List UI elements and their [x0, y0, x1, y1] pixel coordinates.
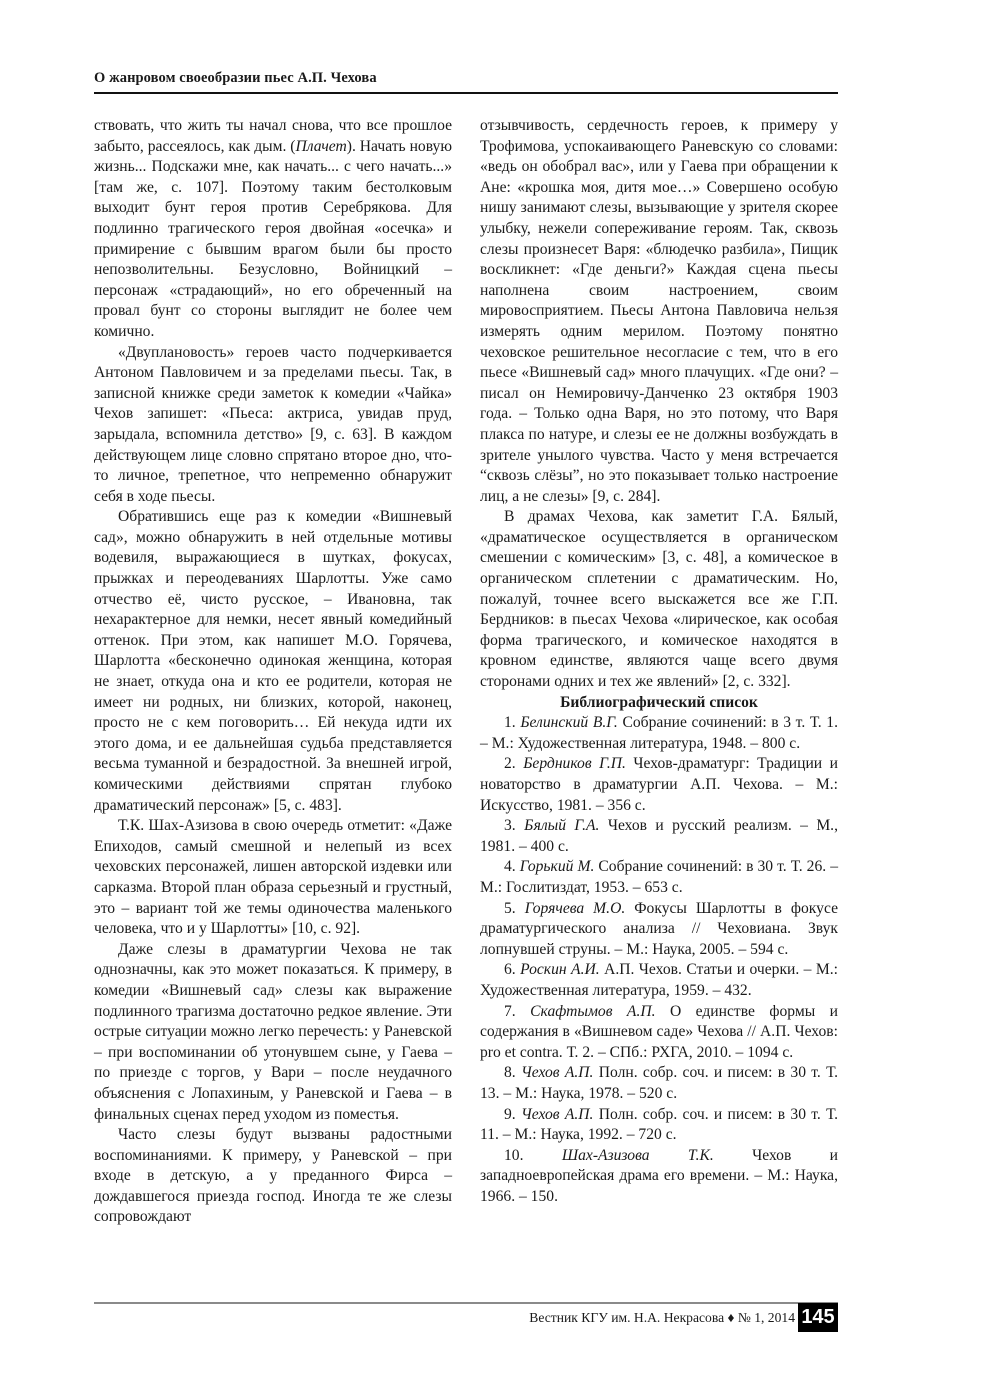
paragraph: В драмах Чехова, как заметит Г.А. Бялый, «драматическое осуществляется в органическом смешении с комическим» [3, с. 48], а комическое в органическом сплетении с драматическим. Но, пожалуй, точнее всего выскажется все же Г.П. Бердников: в пьесах Чехова «лирическое, как особая форма трагического, и комическое находятся в кровном единстве, являются чаще всего двумя сторонами одних и тех же явлений» [2, с. 332].: [480, 508, 838, 691]
paragraph: Т.К. Шах-Азизова в свою очередь отметит: «Даже Епиходов, самый смешной и нелепый из всех чеховских персонажей, лишен авторской издевки или сарказма. Второй план образа серьезный и грустный, это – вариант той же темы одиночества маленького человека, что и у Шарлотты» [10, с. 92].: [94, 817, 452, 938]
paragraph: Обратившись еще раз к комедии «Вишневый сад», можно обнаружить в ней отдельные мотивы водевиля, выражающиеся в шутках, фокусах, прыжках и переодеваниях Шарлотты. Уже само отчество её, чисто русское, – Ивановна, так нехарактерное для немки, несет явный комедийный оттенок. При этом, как напишет М.О. Горячева, Шарлотта «бесконечно одинокая женщина, которая не знает, откуда она и кто ее родители, которая не имеет ни родных, ни близких, которой, наконец, просто не с кем поговорить… Ей некуда идти их этого дома, и ее дальнейшая судьба представляется весьма туманной и безрадостной. За внешней игрой, комическими действиями спрятан глубоко драматический персонаж» [5, с. 483].: [94, 508, 452, 814]
page-number: 145: [798, 1303, 838, 1332]
paragraph: Даже слезы в драматургии Чехова не так однозначны, как это может показаться. К примеру, в комедии «Вишневый сад» слезы как выражение подлинного трагизма достаточно редкое явление. Эти острые ситуации можно легко перечесть: у Раневской – при воспоминании об утонувшем сыне, у Гаева – по приезде с торгов, у Вари – после неудачного объяснения с Лопахиным, у Раневской и Гаева – в финальных сценах перед уходом из поместья.: [94, 940, 452, 1123]
header-rule: [94, 92, 838, 94]
footer-rule: [94, 1302, 838, 1304]
bibliography-title: Библиографический список: [560, 693, 758, 711]
paragraph: Часто слезы будут вызваны радостными воспоминаниями. К примеру, у Раневской – при входе в детскую, а у преданного Фирса – дождавшегося приезда господ. Иногда те же слезы сопровождают: [94, 1126, 452, 1226]
bibliography-item: 10. Шах-Азизова Т.К. Чехов и западноевропейская драма его времени. – М.: Наука, 1966. – 150.: [480, 1146, 838, 1205]
paragraph: отзывчивость, сердечность героев, к примеру у Трофимова, успокаивающего Раневскую со словами: «ведь он обобрал вас», или у Гаева при обращении к Ане: «крошка моя, дитя мое…» Совершено особую нишу занимают слезы, вызывающие у зрителя скорее улыбку, нежели сопереживание героям. Так, сквозь слезы произнесет Варя: «блюдечко разбила», Пищик воскликнет: «Где деньги?» Каждая сцена пьесы наполнена своим настроением, своим мировосприятием. Пьесы Антона Павловича нельзя измерять одним мерилом. Поэтому понятно чеховское решительное несогласие с тем, что в его пьесе «Вишневый сад» много плачущих. «Где они? – писал он Немировичу-Данченко 23 октября 1903 года. – Только одна Варя, но это потому, что Варя плакса по натуре, и слезы ее не должны возбуждать в зрителе унылого чувства. Часто у меня встречается “сквозь слёзы”, но это показывает только настроение лиц, а не слезы» [9, с. 284].: [480, 117, 838, 505]
bibliography-item: 2. Бердников Г.П. Чехов-драматург: Традиции и новаторство в драматургии А.П. Чехова. – М.: Искусство, 1981. – 356 с.: [480, 755, 838, 814]
bibliography-item: 9. Чехов А.П. Полн. собр. соч. и писем: в 30 т. Т. 11. – М.: Наука, 1992. – 720 с.: [480, 1105, 838, 1144]
bibliography-item: 8. Чехов А.П. Полн. собр. соч. и писем: в 30 т. Т. 13. – М.: Наука, 1978. – 520 с.: [480, 1064, 838, 1102]
journal-citation: Вестник КГУ им. Н.А. Некрасова ♦ № 1, 2014: [529, 1310, 795, 1325]
running-title: О жанровом своеобразии пьес А.П. Чехова: [94, 70, 377, 86]
bibliography-list: [480, 713, 838, 1207]
bibliography-item: 7. Скафтымов А.П. О единстве формы и содержания в «Вишневом саде» Чехова // А.П. Чехов: pro et contra. Т. 2. – СПб.: РХГА, 2010. – 1094 с.: [480, 1002, 838, 1061]
bibliography-item: 6. Роскин А.И. А.П. Чехов. Статьи и очерки. – М.: Художественная литература, 1959. – 432.: [480, 961, 838, 999]
left-column: [94, 116, 452, 1228]
right-column: [480, 116, 838, 1207]
bibliography-item: 5. Горячева М.О. Фокусы Шарлотты в фокусе драматургического анализа // Чеховиана. Звук лопнувшей струны. – М.: Наука, 2005. – 594 с.: [480, 899, 838, 958]
bibliography-item: 4. Горький М. Собрание сочинений: в 30 т. Т. 26. – М.: Гослитиздат, 1953. – 653 с.: [480, 858, 838, 896]
bibliography-item: 3. Бялый Г.А. Чехов и русский реализм. – М., 1981. – 400 с.: [480, 817, 838, 855]
paragraph: «Двуплановость» героев часто подчеркивается Антоном Павловичем и за пределами пьесы. Так, в записной книжке среди заметок к комедии «Чайка» Чехов запишет: «Пьеса: актриса, увидав пруд, зарыдала, вспомнила детство» [9, с. 63]. В каждом действующем лице словно спрятано второе дно, что-то личное, трепетное, что непременно обнаружит себя в ходе пьесы.: [94, 343, 452, 505]
bibliography-item: 1. Белинский В.Г. Собрание сочинений: в 3 т. Т. 1. – М.: Художественная литература, 1948. – 800 с.: [480, 714, 839, 752]
paragraph: ствовать, что жить ты начал снова, что все прошлое забыто, рассеялось, как дым. (Плачет). Начать новую жизнь... Подскажи мне, как начать... с чего начать...» [там же, с. 107]. Поэтому таким бестолковым выходит бунт героя против Серебрякова. Для подлинно трагического героя двойная «осечка» и примирение с бывшим врагом были бы просто непозволительны. Безусловно, Войницкий – персонаж «страдающий», но его обреченный на провал бунт со стороны выглядит не более чем комично.: [94, 117, 452, 340]
